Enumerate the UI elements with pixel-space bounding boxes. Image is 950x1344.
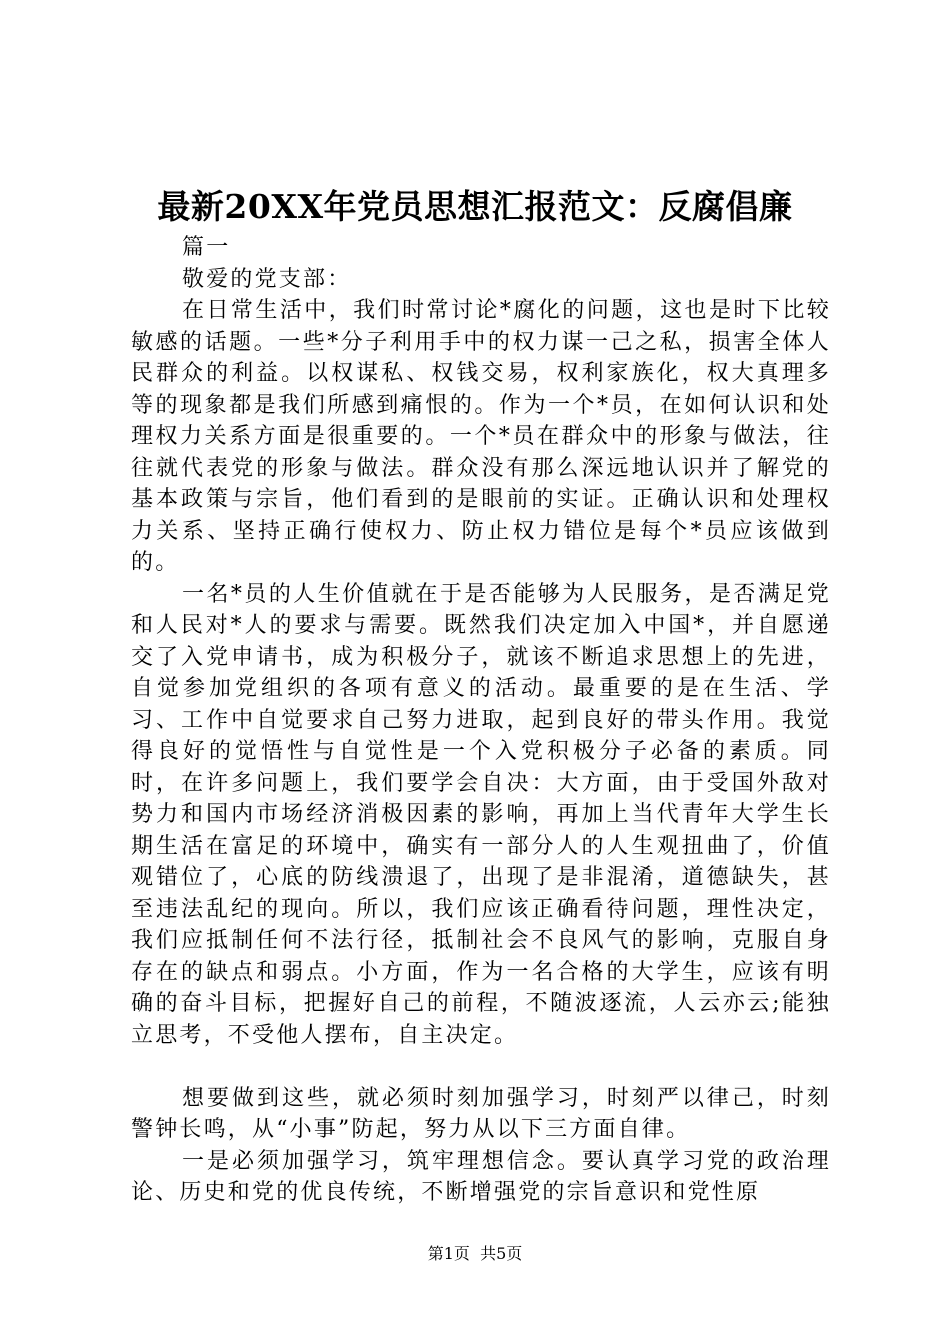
body-paragraph: 想要做到这些，就必须时刻加强学习，时刻严以律己，时刻警钟长鸣，从“小事”防起，努力从以下三方面自律。	[131, 1085, 831, 1142]
body-paragraph: 在日常生活中，我们时常讨论*腐化的问题，这也是时下比较敏感的话题。一些*分子利用手中的权力谋一己之私，损害全体人民群众的利益。以权谋私、权钱交易，权利家族化，权大真理多等的现象都是我们所感到痛恨的。作为一个*员，在如何认识和处理权力关系方面是很重要的。一个*员在群众中的形象与做法，往往就代表党的形象与做法。群众没有那么深远地认识并了解党的基本政策与宗旨，他们看到的是眼前的实证。正确认识和处理权力关系、坚持正确行使权力、防止权力错位是每个*员应该做到的。	[131, 298, 831, 575]
document-body	[131, 232, 831, 1209]
section-heading: 篇一	[182, 235, 231, 260]
document-title: 最新20XX年党员思想汇报范文：反腐倡廉	[157, 187, 793, 226]
salutation: 敬爱的党支部：	[182, 266, 352, 292]
page-footer	[0, 1242, 950, 1266]
body-paragraph: 一是必须加强学习，筑牢理想信念。要认真学习党的政治理论、历史和党的优良传统，不断增强党的宗旨意识和党性原	[131, 1148, 831, 1205]
body-paragraph: 一名*员的人生价值就在于是否能够为人民服务，是否满足党和人民对*人的要求与需要。既然我们决定加入中国*，并自愿递交了入党申请书，成为积极分子，就该不断追求思想上的先进，自觉参加党组织的各项有意义的活动。最重要的是在生活、学习、工作中自觉要求自己努力进取，起到良好的带头作用。我觉得良好的觉悟性与自觉性是一个入党积极分子必备的素质。同时，在许多问题上，我们要学会自决：大方面，由于受国外敌对势力和国内市场经济消极因素的影响，再加上当代青年大学生长期生活在富足的环境中，确实有一部分人的人生观扭曲了，价值观错位了，心底的防线溃退了，出现了是非混淆，道德缺失，甚至违法乱纪的现向。所以，我们应该正确看待问题，理性决定，我们应抵制任何不法行径，抵制社会不良风气的影响，克服自身存在的缺点和弱点。小方面，作为一名合格的大学生，应该有明确的奋斗目标，把握好自己的前程，不随波逐流，人云亦云;能独立思考，不受他人摆布，自主决定。	[131, 581, 831, 1048]
page-number: 第1页 共5页	[427, 1244, 523, 1263]
